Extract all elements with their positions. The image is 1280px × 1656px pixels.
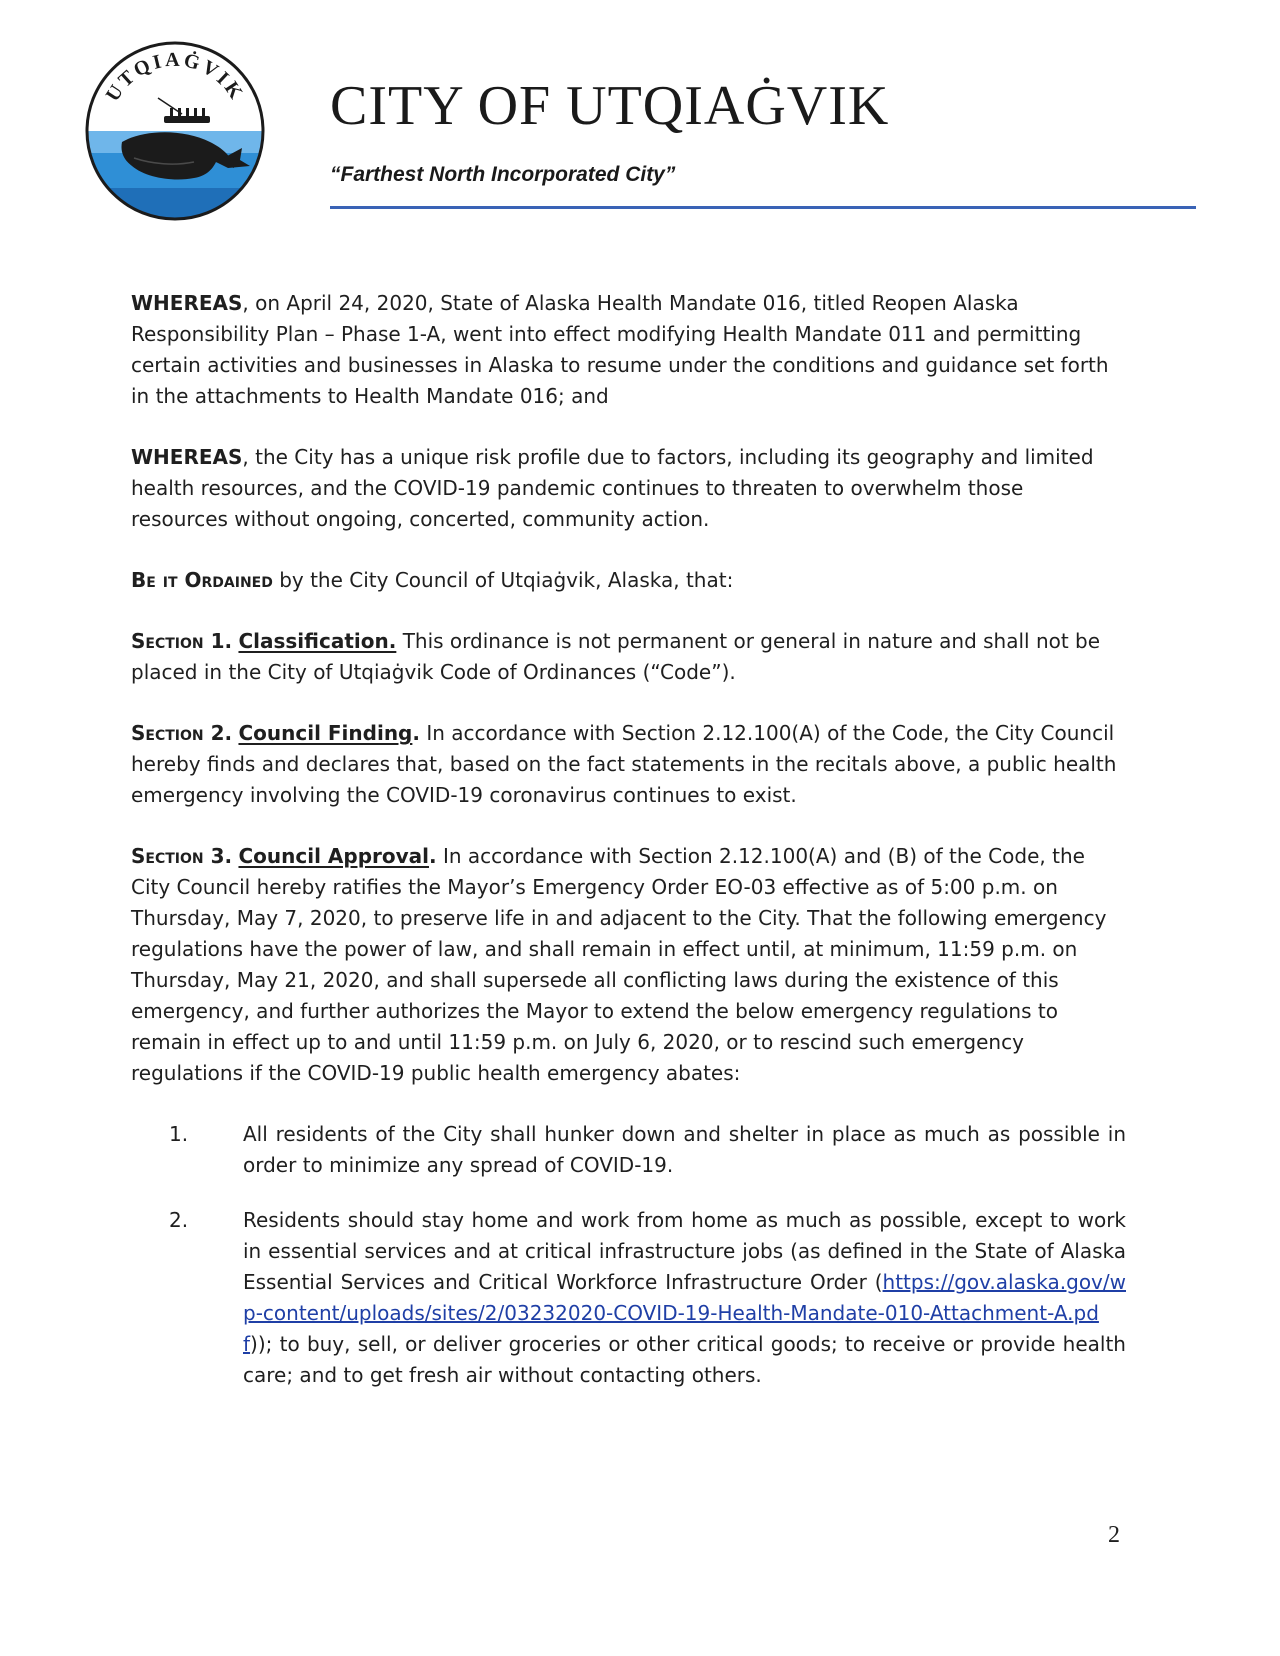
whereas-text: , on April 24, 2020, State of Alaska Health Mandate 016, titled Reopen Alaska Responsibility Plan – Phase 1-A, went into effect modifying Health Mandate 011 and permitting certain activities and businesses in Alaska to resume under the conditions and guidance set forth in the attachments to Health Mandate 016; and xyxy=(131,291,1109,408)
section-1 xyxy=(131,626,1126,688)
section-3 xyxy=(131,841,1126,1089)
city-title: CITY OF UTQIAĠVIK xyxy=(330,75,890,137)
ordained-text: by the City Council of Utqiaġvik, Alaska, that: xyxy=(272,568,734,592)
list-item-text xyxy=(243,1205,1126,1391)
list-item-text: All residents of the City shall hunker down and shelter in place as much as possible in order to minimize any spread of COVID-19. xyxy=(243,1122,1126,1177)
list-item-text-before: Residents should stay home and work from home as much as possible, except to work in essential services and at critical infrastructure jobs (as defined in the State of Alaska Essential Services and Critical Workforce Infrastructure Order ( xyxy=(243,1208,1126,1294)
page-number: 2 xyxy=(1108,1522,1120,1548)
city-motto: “Farthest North Incorporated City” xyxy=(330,163,676,186)
section-heading: Classification. xyxy=(238,629,397,653)
regulations-list xyxy=(131,1119,1126,1391)
whereas-paragraph-2 xyxy=(131,442,1126,535)
section-heading-period: . xyxy=(429,844,437,868)
section-text: In accordance with Section 2.12.100(A) and (B) of the Code, the City Council hereby ratifies the Mayor’s Emergency Order EO-03 effective as of 5:00 p.m. on Thursday, May 7, 2020, to preserve life in and adjacent to the City. That the following emergency regulations have the power of law, and shall remain in effect until, at minimum, 11:59 p.m. on Thursday, May 21, 2020, and shall supersede all conflicting laws during the existence of this emergency, and further authorizes the Mayor to extend the below emergency regulations to remain in effect up to and until 11:59 p.m. on July 6, 2020, or to rescind such emergency regulations if the COVID-19 public health emergency abates: xyxy=(131,844,1107,1085)
section-heading-period: . xyxy=(412,721,420,745)
section-heading: Council Approval xyxy=(238,844,429,868)
section-text: This ordinance is not permanent or general in nature and shall not be placed in the City of Utqiaġvik Code of Ordinances (“Code”). xyxy=(131,629,1101,684)
whereas-lead: WHEREAS xyxy=(131,291,243,315)
whereas-lead: WHEREAS xyxy=(131,445,243,469)
list-item-number: 2. xyxy=(169,1208,189,1232)
whereas-paragraph-1 xyxy=(131,288,1126,412)
ordained-paragraph xyxy=(131,565,1126,596)
city-seal-logo xyxy=(82,38,268,224)
header-divider xyxy=(330,206,1196,209)
section-2 xyxy=(131,718,1126,811)
ordained-lead: Be it Ordained xyxy=(131,568,273,592)
list-item xyxy=(131,1205,1126,1391)
section-label: Section 2. xyxy=(131,721,233,745)
whereas-text: , the City has a unique risk profile due to factors, including its geography and limited health resources, and the COVID-19 pandemic continues to threaten to overwhelm those resources without ongoing, concerted, community action. xyxy=(131,445,1094,531)
ordinance-body xyxy=(131,288,1126,1415)
list-item-number: 1. xyxy=(169,1122,189,1146)
list-item-text-after: )); to buy, sell, or deliver groceries or other critical goods; to receive or provide health care; and to get fresh air without contacting others. xyxy=(243,1332,1126,1387)
section-text: In accordance with Section 2.12.100(A) of the Code, the City Council hereby finds and declares that, based on the fact statements in the recitals above, a public health emergency involving the COVID-19 coronavirus continues to exist. xyxy=(131,721,1117,807)
list-item xyxy=(131,1119,1126,1181)
section-label: Section 1. xyxy=(131,629,233,653)
section-label: Section 3. xyxy=(131,844,233,868)
seal-text: UTQIAĠVIK xyxy=(101,48,249,106)
mandate-attachment-link[interactable]: https://gov.alaska.gov/wp-content/uploads/sites/2/03232020-COVID-19-Health-Mandate-010-Attachment-A.pdf xyxy=(243,1270,1126,1356)
section-heading: Council Finding xyxy=(238,721,413,745)
